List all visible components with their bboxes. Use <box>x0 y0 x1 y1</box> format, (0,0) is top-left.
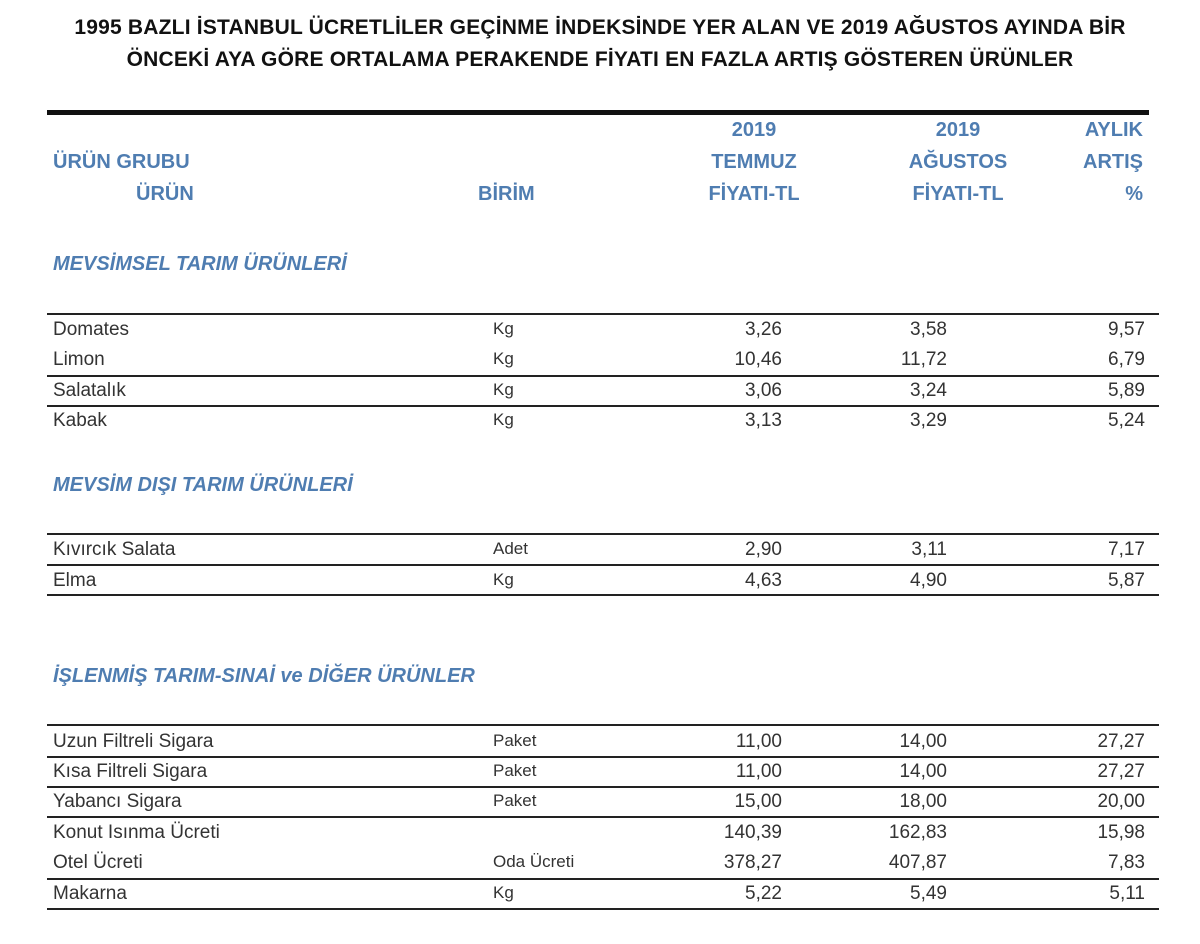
july-price: 4,63 <box>745 570 782 591</box>
product-unit: Adet <box>493 539 528 558</box>
row-divider <box>47 724 1159 726</box>
table-row <box>0 345 1200 375</box>
page-title-line-1: 1995 BAZLI İSTANBUL ÜCRETLİLER GEÇİNME İNDEKSİNDE YER ALAN VE 2019 AĞUSTOS AYINDA BİR <box>74 16 1126 39</box>
product-unit: Kg <box>493 319 514 338</box>
product-name: Domates <box>53 319 130 340</box>
monthly-change: 9,57 <box>1108 319 1145 340</box>
monthly-change: 5,87 <box>1108 570 1145 591</box>
product-name: Uzun Filtreli Sigara <box>53 731 214 752</box>
header-july-month: TEMMUZ <box>711 151 797 173</box>
header-group: ÜRÜN GRUBU <box>53 151 190 173</box>
august-price: 3,11 <box>911 539 947 560</box>
monthly-change: 7,83 <box>1108 852 1145 873</box>
product-name: Kısa Filtreli Sigara <box>53 761 208 782</box>
header-august-month: AĞUSTOS <box>908 151 1008 173</box>
table-row <box>0 727 1200 757</box>
product-unit: Paket <box>493 791 537 810</box>
header-change-line-2: ARTIŞ <box>1083 151 1143 173</box>
july-price: 11,00 <box>735 731 782 752</box>
product-name: Konut Isınma Ücreti <box>53 822 220 843</box>
product-unit: Kg <box>493 570 514 589</box>
row-divider <box>47 594 1159 596</box>
product-name: Otel Ücreti <box>53 852 143 873</box>
header-change <box>1040 114 1143 210</box>
august-price: 4,90 <box>910 570 947 591</box>
product-name: Yabancı Sigara <box>53 791 182 812</box>
table-row <box>0 848 1200 878</box>
july-price: 378,27 <box>723 852 782 873</box>
july-price: 2,90 <box>745 539 782 560</box>
product-unit: Paket <box>493 731 537 750</box>
header-july-year: 2019 <box>731 119 777 141</box>
header-august-year: 2019 <box>935 119 981 141</box>
header-august-label: FİYATI-TL <box>912 183 1004 205</box>
july-price: 3,06 <box>745 380 782 401</box>
product-name: Elma <box>53 570 97 591</box>
monthly-change: 5,89 <box>1108 380 1145 401</box>
section-title-processed: İŞLENMİŞ TARIM-SINAİ ve DİĞER ÜRÜNLER <box>53 665 475 687</box>
august-price: 14,00 <box>899 761 947 782</box>
header-august <box>883 114 1033 210</box>
header-july-label: FİYATI-TL <box>708 183 800 205</box>
header-july <box>684 114 824 210</box>
product-unit: Kg <box>493 410 514 429</box>
monthly-change: 20,00 <box>1097 791 1145 812</box>
monthly-change: 5,24 <box>1108 410 1145 431</box>
monthly-change: 27,27 <box>1097 731 1145 752</box>
july-price: 3,26 <box>745 319 782 340</box>
august-price: 18,00 <box>899 791 947 812</box>
july-price: 10,46 <box>734 349 782 370</box>
table-row <box>0 566 1200 596</box>
row-divider <box>47 908 1159 910</box>
product-unit: Paket <box>493 761 537 780</box>
product-unit: Oda Ücreti <box>493 852 575 871</box>
table-row <box>0 376 1200 406</box>
monthly-change: 5,11 <box>1109 883 1145 904</box>
august-price: 162,83 <box>888 822 947 843</box>
august-price: 11,72 <box>900 349 947 370</box>
product-name: Limon <box>53 349 105 370</box>
product-unit: Kg <box>493 349 514 368</box>
table-row <box>0 757 1200 787</box>
table-row <box>0 879 1200 909</box>
july-price: 5,22 <box>745 883 782 904</box>
product-name: Kabak <box>53 410 107 431</box>
monthly-change: 27,27 <box>1097 761 1145 782</box>
product-unit: Kg <box>493 883 514 902</box>
july-price: 15,00 <box>734 791 782 812</box>
august-price: 3,29 <box>910 410 947 431</box>
monthly-change: 7,17 <box>1108 539 1145 560</box>
august-price: 5,49 <box>910 883 947 904</box>
table-row <box>0 315 1200 345</box>
header-product: ÜRÜN <box>136 183 194 205</box>
august-price: 14,00 <box>899 731 947 752</box>
table-row <box>0 787 1200 817</box>
table-row <box>0 406 1200 436</box>
august-price: 3,58 <box>910 319 947 340</box>
monthly-change: 15,98 <box>1097 822 1145 843</box>
product-name: Salatalık <box>53 380 126 401</box>
page-title-line-2: ÖNCEKİ AYA GÖRE ORTALAMA PERAKENDE FİYATI EN FAZLA ARTIŞ GÖSTEREN ÜRÜNLER <box>126 48 1074 71</box>
section-title-seasonal: MEVSİMSEL TARIM ÜRÜNLERİ <box>53 253 347 275</box>
august-price: 3,24 <box>910 380 947 401</box>
july-price: 3,13 <box>745 410 782 431</box>
monthly-change: 6,79 <box>1108 349 1145 370</box>
product-name: Makarna <box>53 883 127 904</box>
august-price: 407,87 <box>888 852 947 873</box>
header-unit: BİRİM <box>478 183 535 205</box>
july-price: 140,39 <box>723 822 782 843</box>
header-change-line-1: AYLIK <box>1084 119 1143 141</box>
july-price: 11,00 <box>735 761 782 782</box>
product-unit: Kg <box>493 380 514 399</box>
table-row <box>0 818 1200 848</box>
section-title-off-season: MEVSİM DIŞI TARIM ÜRÜNLERİ <box>53 474 353 496</box>
product-name: Kıvırcık Salata <box>53 539 176 560</box>
table-row <box>0 535 1200 565</box>
header-change-line-3: % <box>1125 183 1143 205</box>
